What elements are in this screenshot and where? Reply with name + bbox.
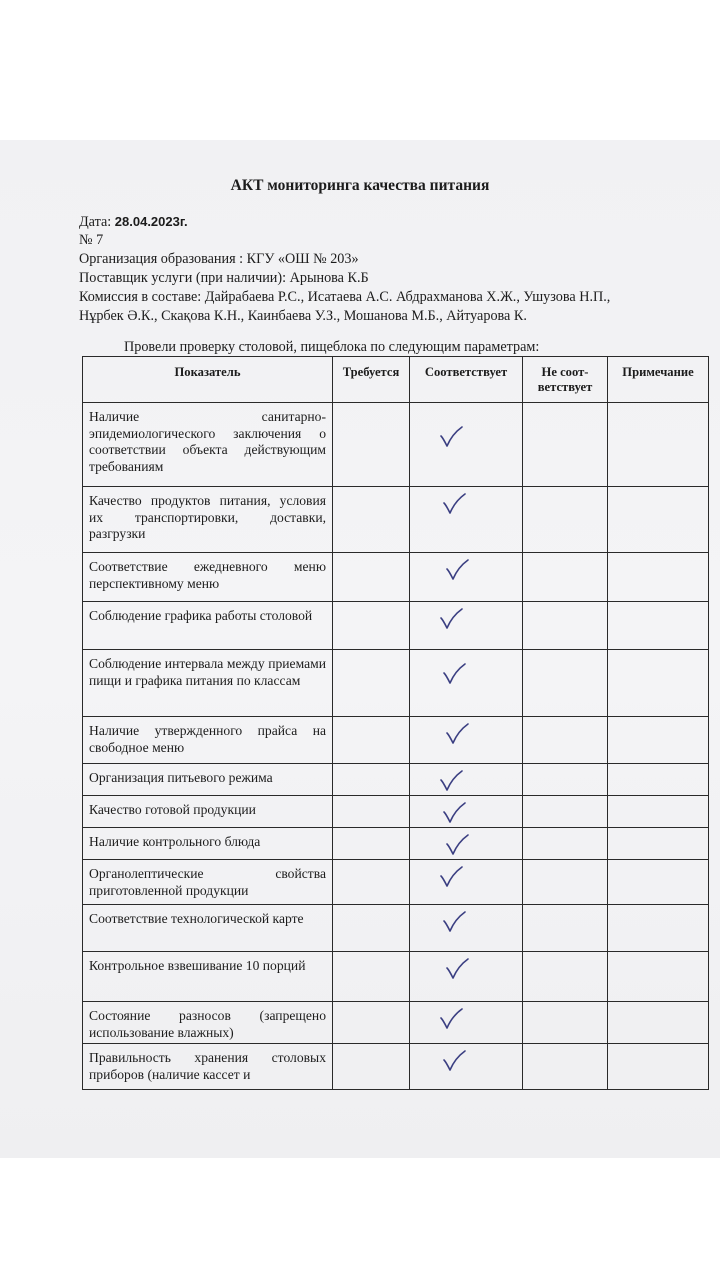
date-label: Дата:	[79, 214, 115, 230]
organization: Организация образования : КГУ «ОШ № 203»	[79, 251, 359, 267]
handwritten-check-icon	[441, 801, 467, 825]
supplier: Поставщик услуги (при наличии): Арынова К.Б	[79, 270, 369, 286]
handwritten-check-icon	[438, 607, 464, 631]
required-cell	[333, 828, 410, 860]
handwritten-check-icon	[438, 769, 464, 793]
not-complies-cell	[523, 1044, 608, 1090]
commission-line-2: Нұрбек Ә.К., Скақова К.Н., Каинбаева У.З., Мошанова М.Б., Айтуарова К.	[79, 308, 527, 324]
note-cell	[608, 602, 709, 650]
required-cell	[333, 1002, 410, 1044]
indicator-cell: Качество готовой продукции	[83, 796, 333, 828]
complies-cell	[410, 764, 523, 796]
indicator-cell: Наличие контрольного блюда	[83, 828, 333, 860]
handwritten-check-icon	[444, 833, 470, 857]
table-row	[83, 764, 709, 796]
not-complies-cell	[523, 602, 608, 650]
complies-cell	[410, 860, 523, 905]
required-cell	[333, 952, 410, 1002]
indicator-cell: Органолептические свойства приготовленной продукции	[83, 860, 333, 905]
header-required: Требуется	[333, 357, 410, 403]
required-cell	[333, 905, 410, 952]
complies-cell	[410, 650, 523, 717]
table-header-row	[83, 357, 709, 403]
note-cell	[608, 403, 709, 487]
handwritten-check-icon	[441, 662, 467, 686]
note-cell	[608, 1044, 709, 1090]
complies-cell	[410, 952, 523, 1002]
table-row	[83, 650, 709, 717]
note-cell	[608, 952, 709, 1002]
table-row	[83, 403, 709, 487]
header-note: Примечание	[608, 357, 709, 403]
handwritten-check-icon	[438, 1007, 464, 1031]
required-cell	[333, 717, 410, 764]
handwritten-check-icon	[444, 957, 470, 981]
indicator-cell: Контрольное взвешивание 10 порций	[83, 952, 333, 1002]
table-row	[83, 905, 709, 952]
required-cell	[333, 764, 410, 796]
required-cell	[333, 796, 410, 828]
complies-cell	[410, 487, 523, 553]
required-cell	[333, 403, 410, 487]
not-complies-cell	[523, 1002, 608, 1044]
complies-cell	[410, 553, 523, 602]
header-not-complies: Не соот-ветствует	[523, 357, 608, 403]
note-cell	[608, 717, 709, 764]
not-complies-cell	[523, 487, 608, 553]
not-complies-cell	[523, 796, 608, 828]
note-cell	[608, 487, 709, 553]
inspection-table	[82, 356, 709, 1090]
table-row	[83, 952, 709, 1002]
note-cell	[608, 764, 709, 796]
indicator-cell: Соответствие ежедневного меню перспективному меню	[83, 553, 333, 602]
table-row	[83, 828, 709, 860]
handwritten-check-icon	[438, 865, 464, 889]
indicator-cell: Соблюдение графика работы столовой	[83, 602, 333, 650]
required-cell	[333, 602, 410, 650]
not-complies-cell	[523, 828, 608, 860]
handwritten-check-icon	[441, 1049, 467, 1073]
indicator-cell: Качество продуктов питания, условия их транспортировки, доставки, разгрузки	[83, 487, 333, 553]
note-cell	[608, 553, 709, 602]
table-row	[83, 796, 709, 828]
table-row	[83, 1044, 709, 1090]
inspection-intro: Провели проверку столовой, пищеблока по следующим параметрам:	[124, 339, 540, 355]
date-line	[79, 212, 699, 233]
not-complies-cell	[523, 403, 608, 487]
complies-cell	[410, 717, 523, 764]
table-row	[83, 553, 709, 602]
table-row	[83, 602, 709, 650]
not-complies-cell	[523, 717, 608, 764]
note-cell	[608, 796, 709, 828]
date-value: 28.04.2023г.	[114, 214, 188, 229]
commission-line-1: Комиссия в составе: Дайрабаева Р.С., Исатаева А.С. Абдрахманова Х.Ж., Ушузова Н.П.,	[79, 289, 611, 305]
complies-cell	[410, 403, 523, 487]
table-row	[83, 860, 709, 905]
not-complies-cell	[523, 952, 608, 1002]
indicator-cell: Организация питьевого режима	[83, 764, 333, 796]
not-complies-cell	[523, 905, 608, 952]
handwritten-check-icon	[438, 425, 464, 449]
not-complies-cell	[523, 650, 608, 717]
not-complies-cell	[523, 860, 608, 905]
note-cell	[608, 1002, 709, 1044]
note-cell	[608, 828, 709, 860]
complies-cell	[410, 1044, 523, 1090]
indicator-cell: Наличие утвержденного прайса на свободное меню	[83, 717, 333, 764]
handwritten-check-icon	[441, 492, 467, 516]
indicator-cell: Соблюдение интервала между приемами пищи и графика питания по классам	[83, 650, 333, 717]
handwritten-check-icon	[444, 558, 470, 582]
document-title: АКТ мониторинга качества питания	[230, 177, 490, 194]
table-row	[83, 1002, 709, 1044]
indicator-cell: Наличие санитарно-эпидемиологического заключения о соответствии объекта действующим требованиям	[83, 403, 333, 487]
handwritten-check-icon	[441, 910, 467, 934]
required-cell	[333, 650, 410, 717]
complies-cell	[410, 828, 523, 860]
indicator-cell: Состояние разносов (запрещено использование влажных)	[83, 1002, 333, 1044]
not-complies-cell	[523, 553, 608, 602]
handwritten-check-icon	[444, 722, 470, 746]
note-cell	[608, 650, 709, 717]
required-cell	[333, 487, 410, 553]
note-cell	[608, 905, 709, 952]
required-cell	[333, 860, 410, 905]
complies-cell	[410, 796, 523, 828]
complies-cell	[410, 1002, 523, 1044]
header-complies: Соответствует	[410, 357, 523, 403]
header-indicator: Показатель	[83, 357, 333, 403]
indicator-cell: Правильность хранения столовых приборов (наличие кассет и	[83, 1044, 333, 1090]
note-cell	[608, 860, 709, 905]
indicator-cell: Соответствие технологической карте	[83, 905, 333, 952]
act-number: № 7	[79, 232, 104, 248]
required-cell	[333, 553, 410, 602]
complies-cell	[410, 905, 523, 952]
required-cell	[333, 1044, 410, 1090]
table-row	[83, 717, 709, 764]
not-complies-cell	[523, 764, 608, 796]
complies-cell	[410, 602, 523, 650]
table-row	[83, 487, 709, 553]
